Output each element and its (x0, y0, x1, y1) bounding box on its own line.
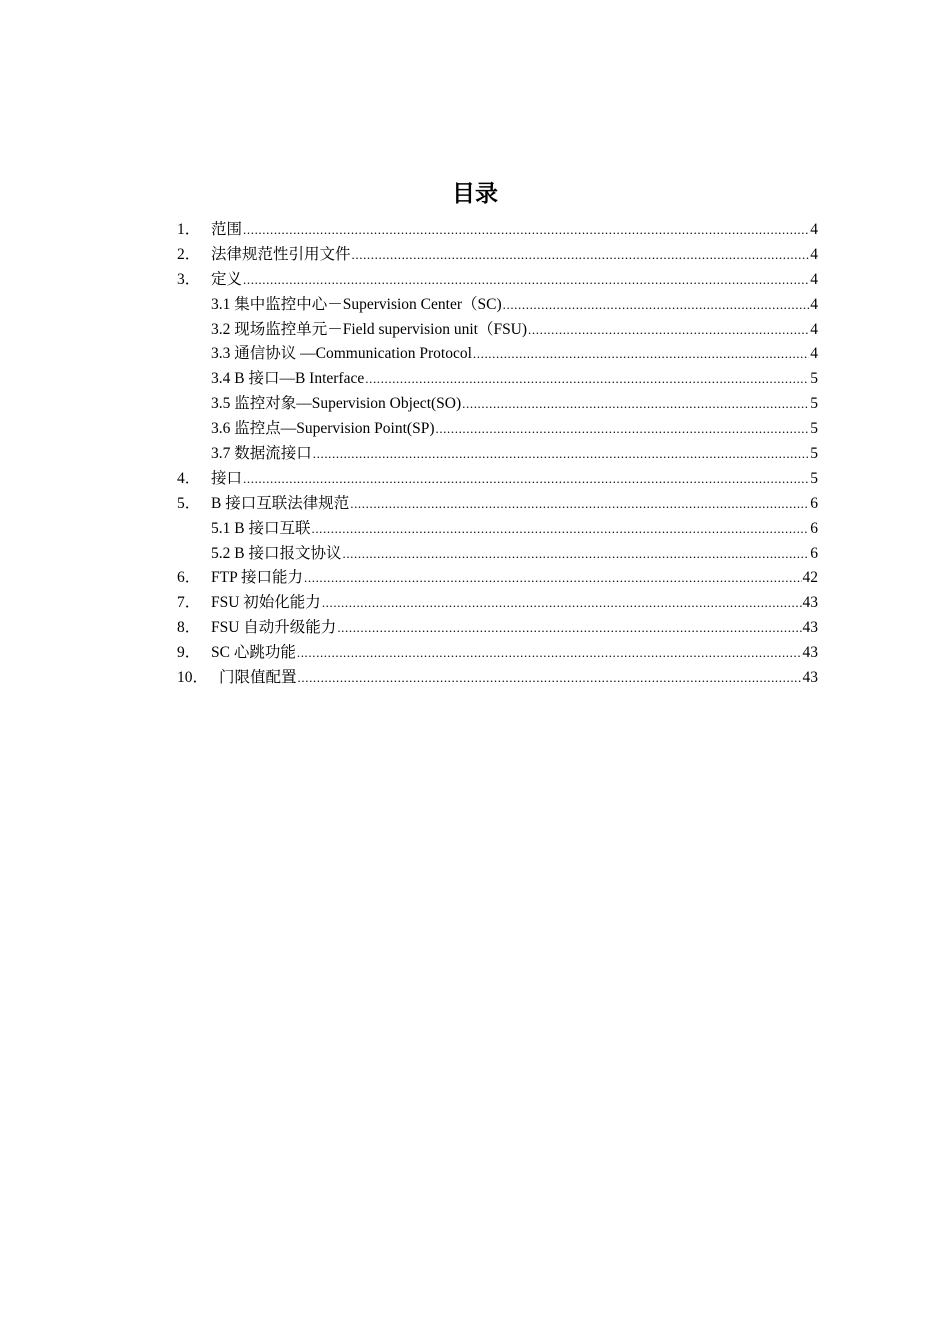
dot-leader (322, 591, 802, 616)
toc-entry-10[interactable] (177, 666, 818, 691)
toc-entry-number: 8． (177, 619, 201, 637)
toc-entry-page: 4 (810, 270, 818, 288)
toc-entry-1[interactable] (177, 218, 818, 243)
toc-entry-page: 43 (802, 669, 818, 687)
toc-entry-label: FSU 初始化能力 (211, 594, 321, 612)
toc-entry-number: 2． (177, 245, 201, 263)
toc-entry-label: 3.2 现场监控单元－Field supervision unit（FSU) (211, 320, 528, 338)
toc-entry-page: 5 (810, 445, 818, 463)
toc-entry-page: 4 (810, 295, 818, 313)
toc-entry-3-3[interactable] (177, 342, 818, 367)
toc-entry-number: 10． (177, 669, 209, 687)
toc-entry-7[interactable] (177, 591, 818, 616)
dot-leader (350, 492, 809, 517)
toc-entry-number: 9． (177, 644, 201, 662)
toc-entry-page: 4 (810, 320, 818, 338)
dot-leader (365, 367, 809, 392)
dot-leader (528, 318, 809, 343)
toc-entry-3[interactable] (177, 268, 818, 293)
dot-leader (462, 392, 809, 417)
toc-entry-label: 3.7 数据流接口 (211, 445, 312, 463)
toc-entry-page: 42 (802, 569, 818, 587)
dot-leader (243, 268, 809, 293)
toc-entry-number: 4． (177, 469, 201, 487)
dot-leader (337, 616, 801, 641)
dot-leader (342, 542, 809, 567)
toc-entry-3-7[interactable] (177, 442, 818, 467)
toc-entry-page: 5 (810, 395, 818, 413)
dot-leader (313, 442, 809, 467)
toc-entry-3-5[interactable] (177, 392, 818, 417)
toc-entry-3-1[interactable] (177, 293, 818, 318)
toc-entry-page: 43 (802, 644, 818, 662)
toc-entry-label: 门限值配置 (219, 669, 297, 687)
toc-entry-page: 6 (810, 544, 818, 562)
dot-leader (435, 417, 809, 442)
toc-entry-page: 5 (810, 370, 818, 388)
toc-entry-label: 接口 (211, 469, 243, 487)
toc-entry-9[interactable] (177, 641, 818, 666)
toc-entry-number: 7． (177, 594, 201, 612)
toc-entry-page: 4 (810, 345, 818, 363)
toc-entry-label: 范围 (211, 221, 243, 238)
toc-entry-3-2[interactable] (177, 318, 818, 343)
toc-entry-label: FTP 接口能力 (211, 569, 304, 587)
dot-leader (311, 517, 809, 542)
toc-entry-label: 3.6 监控点—Supervision Point(SP) (211, 420, 435, 438)
toc-entry-number: 3． (177, 270, 201, 288)
toc-entry-label: 3.4 B 接口—B Interface (211, 370, 365, 388)
toc-entry-number: 5． (177, 494, 201, 512)
toc-entry-8[interactable] (177, 616, 818, 641)
toc-entry-page: 6 (810, 519, 818, 537)
toc-entry-5-1[interactable] (177, 517, 818, 542)
toc-entry-page: 5 (810, 420, 818, 438)
dot-leader (503, 293, 810, 318)
toc-entry-5-2[interactable] (177, 542, 818, 567)
toc-entry-label: 3.1 集中监控中心－Supervision Center（SC) (211, 295, 502, 313)
toc-entry-label: SC 心跳功能 (211, 644, 296, 662)
toc-entry-label: 法律规范性引用文件 (211, 245, 351, 263)
dot-leader (352, 243, 810, 268)
toc-entry-page: 4 (810, 221, 818, 238)
dot-leader (473, 342, 809, 367)
toc-entry-label: 定义 (211, 270, 243, 288)
toc-entry-page: 43 (802, 619, 818, 637)
toc-entry-page: 43 (802, 594, 818, 612)
dot-leader (298, 666, 802, 691)
toc-entry-page: 4 (810, 245, 818, 263)
toc-entry-label: 5.2 B 接口报文协议 (211, 544, 342, 562)
dot-leader (243, 467, 809, 492)
toc-entry-2[interactable] (177, 243, 818, 268)
toc-entry-page: 5 (810, 469, 818, 487)
toc-entry-number: 1． (177, 221, 201, 238)
toc-entry-label: 5.1 B 接口互联 (211, 519, 311, 537)
toc-entry-label: FSU 自动升级能力 (211, 619, 337, 637)
dot-leader (243, 218, 809, 243)
toc-entry-3-4[interactable] (177, 367, 818, 392)
toc-entry-label: 3.3 通信协议 —Communication Protocol (211, 345, 472, 363)
toc-entry-5[interactable] (177, 492, 818, 517)
toc-entry-label: 3.5 监控对象—Supervision Object(SO) (211, 395, 462, 413)
toc-entry-label: B 接口互联法律规范 (211, 494, 350, 512)
toc-title: 目录 (452, 181, 498, 207)
toc-entry-number: 6． (177, 569, 201, 587)
toc-entry-page: 6 (810, 494, 818, 512)
toc-entry-4[interactable] (177, 467, 818, 492)
table-of-contents (177, 218, 818, 691)
dot-leader (304, 566, 801, 591)
toc-entry-3-6[interactable] (177, 417, 818, 442)
dot-leader (297, 641, 802, 666)
toc-entry-6[interactable] (177, 566, 818, 591)
